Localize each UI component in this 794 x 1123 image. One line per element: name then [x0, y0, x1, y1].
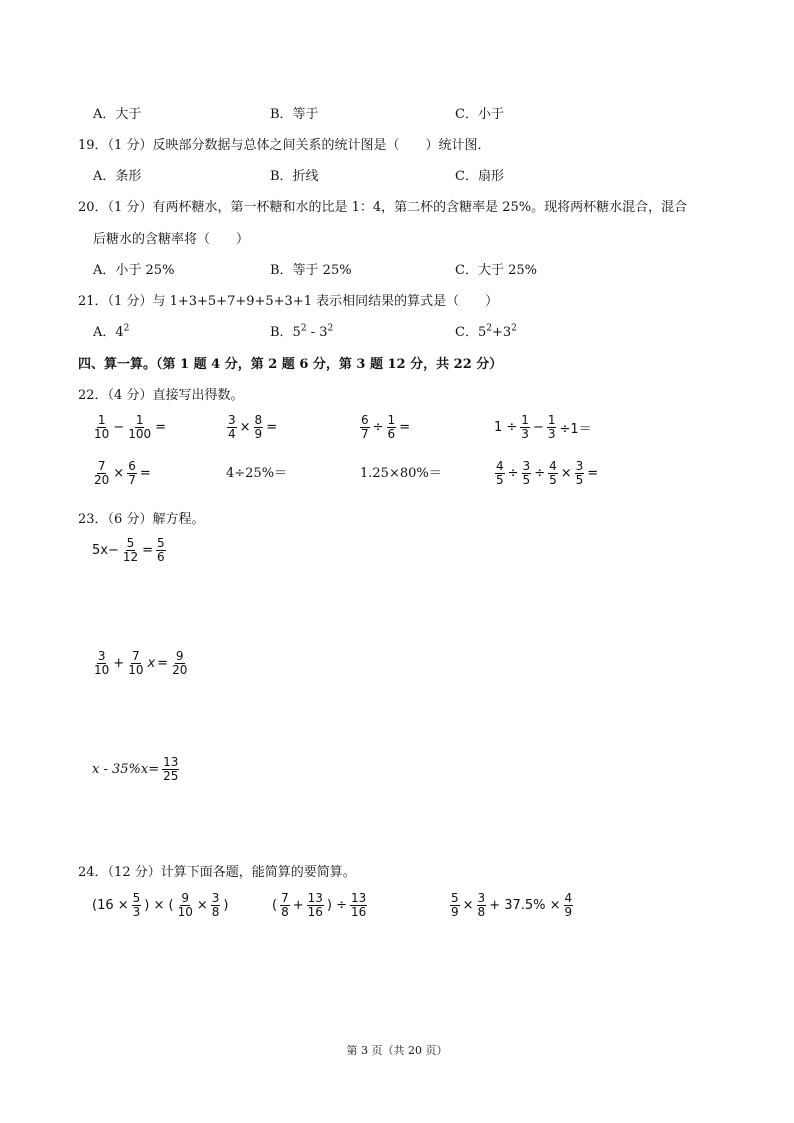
q20-stem-line2: 后糖水的含糖率将（ ）	[93, 232, 250, 247]
q18-option-a: A．大于	[93, 107, 142, 122]
q20-stem-line1: 20．（1 分）有两杯糖水，第一杯糖和水的比是 1：4，第二杯的含糖率是 25%。现将两杯糖水混合，混合	[78, 200, 688, 215]
q20-option-c: C．大于 25%	[455, 263, 537, 278]
q22-expr-3: $\frac{6}{7}$ ÷ $\frac{1}{6}$ =	[361, 413, 411, 441]
q22-stem: 22．（4 分）直接写出得数。	[78, 388, 244, 403]
q21-option-a: A．$4^2$	[93, 323, 130, 340]
q22-expr-2: $\frac{3}{4}$ × $\frac{8}{9}$ =	[228, 413, 278, 441]
q22-expr-7: 1.25×80%＝	[360, 466, 442, 481]
q22-expr-4: 1 ÷ $\frac{1}{3}$ − $\frac{1}{3}$ ÷1＝	[494, 413, 592, 441]
q20-option-a: A．小于 25%	[93, 263, 175, 278]
q20-option-b: B．等于 25%	[270, 263, 352, 278]
q24-calc-1: (16 × $\frac{5}{3}$ ) × ( $\frac{9}{10}$ × $\frac{3}{8}$ )	[92, 891, 229, 919]
q22-expr-5: $\frac{7}{20}$ × $\frac{6}{7}$ =	[94, 459, 151, 487]
q19-option-b: B．折线	[270, 169, 319, 184]
q21-stem: 21．（1 分）与 1+3+5+7+9+5+3+1 表示相同结果的算式是（ ）	[78, 294, 499, 309]
q18-option-c: C．小于	[455, 107, 504, 122]
q22-expr-1: $\frac{1}{10}$ − $\frac{1}{100}$ =	[94, 413, 166, 441]
q24-calc-3: $\frac{5}{9}$ × $\frac{3}{8}$ + 37.5% × $\frac{4}{9}$	[451, 891, 573, 919]
q19-option-a: A．条形	[93, 169, 142, 184]
page-footer: 第 3 页（共 20 页）	[346, 1044, 448, 1057]
q21-option-c: C．$5^2+3^2$	[455, 323, 517, 340]
q24-stem: 24．（12 分）计算下面各题，能简算的要简算。	[78, 865, 356, 880]
q21-option-b: B．$5^2 - 3^2$	[270, 323, 334, 340]
q23-equation-3: x - 35%x= $\frac{13}{25}$	[92, 755, 179, 783]
q19-stem: 19．（1 分）反映部分数据与总体之间关系的统计图是（ ）统计图．	[78, 138, 491, 153]
q19-option-c: C．扇形	[455, 169, 504, 184]
q23-equation-1: 5x− $\frac{5}{12}$ = $\frac{5}{6}$	[92, 536, 165, 564]
q24-calc-2: ( $\frac{7}{8}$ + $\frac{13}{16}$ ) ÷ $\frac{13}{16}$	[272, 891, 367, 919]
q22-expr-8: $\frac{4}{5}$ ÷ $\frac{3}{5}$ ÷ $\frac{4}{5}$ × $\frac{3}{5}$ =	[496, 459, 599, 487]
q23-stem: 23．（6 分）解方程。	[78, 512, 205, 527]
q22-expr-6: 4÷25%＝	[226, 466, 288, 481]
section-4-heading: 四、算一算。（第 1 题 4 分，第 2 题 6 分，第 3 题 12 分，共 22 分）	[78, 357, 503, 372]
q23-equation-2: $\frac{3}{10}$ + $\frac{7}{10}$ x = $\frac{9}{20}$	[94, 649, 188, 677]
q18-option-b: B．等于	[270, 107, 319, 122]
